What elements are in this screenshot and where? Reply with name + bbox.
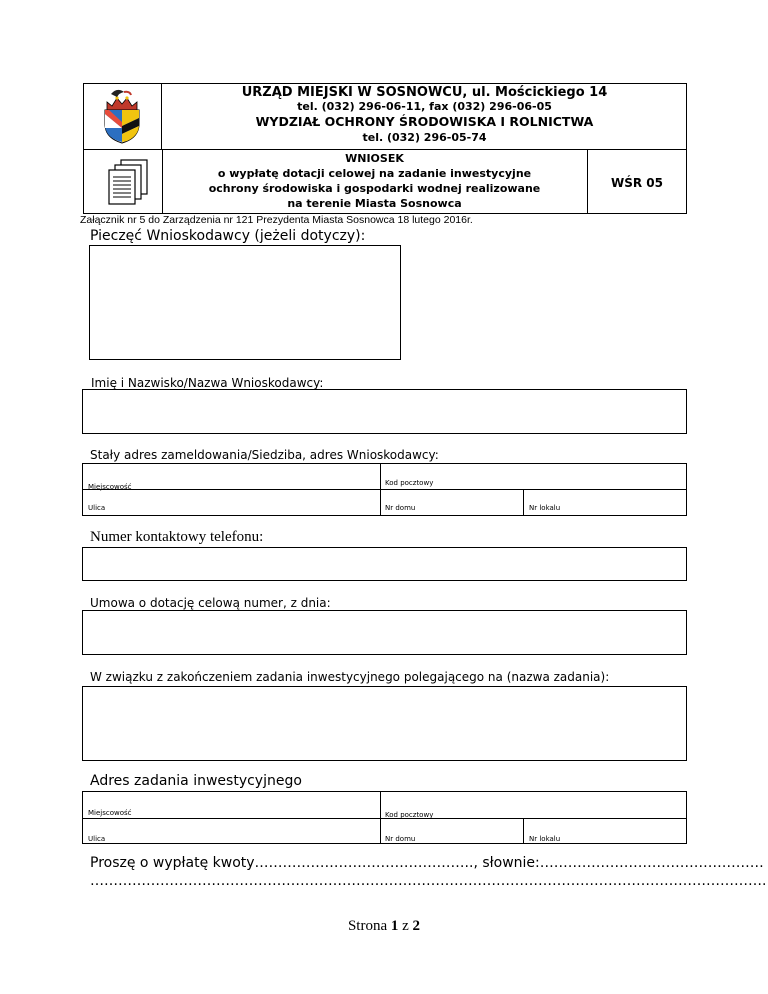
form-subtitle-1: o wypłatę dotacji celowej na zadanie inwestycyjne	[217, 167, 532, 180]
documents-icon	[105, 158, 155, 206]
form-subtitle-2: ochrony środowiska i gospodarki wodnej realizowane	[208, 182, 541, 195]
task-city-field[interactable]: Miejscowość	[88, 809, 132, 817]
annex-note: Załącznik nr 5 do Zarządzenia nr 121 Prezydenta Miasta Sosnowca 18 lutego 2016r.	[80, 214, 473, 226]
task-apartment-number-field[interactable]: Nr lokalu	[529, 835, 561, 843]
page-mid: z	[398, 918, 413, 934]
header-logo-cell	[83, 83, 162, 150]
department-phone: tel. (032) 296-05-74	[362, 131, 487, 144]
stamp-box[interactable]	[89, 245, 401, 360]
form-subtitle-3: na terenie Miasta Sosnowca	[287, 197, 462, 210]
task-postal-code-field[interactable]: Kod pocztowy	[385, 811, 434, 819]
office-line: URZĄD MIEJSKI W SOSNOWCU, ul. Mościckiego 14	[241, 85, 608, 100]
phone-field[interactable]	[82, 547, 687, 581]
task-address-label: Adres zadania inwestycyjnego	[90, 773, 302, 789]
task-house-number-field[interactable]: Nr domu	[385, 835, 416, 843]
page-prefix: Strona	[347, 918, 391, 934]
form-title: WNIOSEK	[345, 152, 404, 165]
address-label: Stały adres zameldowania/Siedziba, adres Wnioskodawcy:	[90, 448, 439, 462]
task-field[interactable]	[82, 686, 687, 761]
office-phone-line: tel. (032) 296-06-11, fax (032) 296-06-05	[297, 100, 552, 113]
task-label: W związku z zakończeniem zadania inwestycyjnego polegającego na (nazwa zadania):	[90, 670, 610, 684]
task-street-field[interactable]: Ulica	[88, 835, 106, 843]
city-field[interactable]: Miejscowość	[88, 483, 132, 491]
street-field[interactable]: Ulica	[88, 504, 106, 512]
payout-words-line[interactable]: ……………………………………………………………………………………………………………………………….	[90, 873, 767, 889]
address-grid-vline	[523, 489, 524, 516]
stamp-label: Pieczęć Wnioskodawcy (jeżeli dotyczy):	[90, 228, 366, 244]
department-name: WYDZIAŁ OCHRONY ŚRODOWISKA I ROLNICTWA	[255, 114, 594, 129]
payout-amount-line[interactable]: Proszę o wypłatę kwoty……………………………………….., słownie:…………………………………………	[90, 855, 764, 871]
form-code: WŚR 05	[611, 176, 663, 190]
city-crest-icon	[97, 88, 147, 144]
name-label: Imię i Nazwisko/Nazwa Wnioskodawcy:	[91, 376, 324, 390]
task-address-grid-vline	[380, 791, 381, 844]
page-current: 1	[390, 918, 399, 934]
address-grid-vline	[380, 463, 381, 516]
name-field[interactable]	[82, 389, 687, 434]
contract-label: Umowa o dotację celową numer, z dnia:	[90, 596, 331, 610]
apartment-number-field[interactable]: Nr lokalu	[529, 504, 561, 512]
postal-code-field[interactable]: Kod pocztowy	[385, 479, 434, 487]
task-address-grid-vline	[523, 818, 524, 844]
house-number-field[interactable]: Nr domu	[385, 504, 416, 512]
page-total: 2	[412, 918, 421, 934]
contract-field[interactable]	[82, 610, 687, 655]
phone-label: Numer kontaktowy telefonu:	[90, 529, 264, 545]
address-grid-hline	[82, 489, 687, 490]
page-number	[0, 918, 768, 935]
